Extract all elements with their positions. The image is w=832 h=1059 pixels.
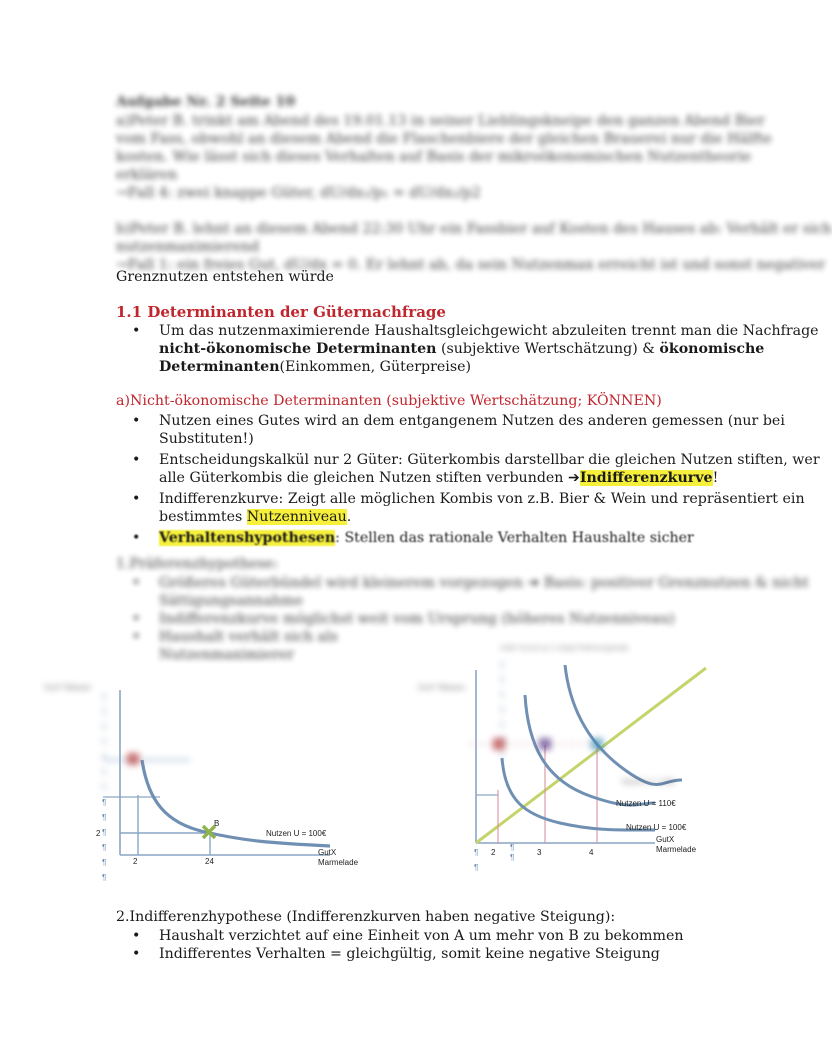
- task-b-line: nutzenmaximierend: [116, 239, 260, 255]
- svg-text:¶: ¶: [500, 706, 505, 715]
- task-a-line: vom Fass, obwohl an diesem Abend die Flaschenbiere der gleichen Brauerei nur die Hälfte: [116, 131, 772, 147]
- indifference-hypothesis-title: 2.Indifferenzhypothese (Indifferenzkurven haben negative Steigung):: [116, 909, 616, 925]
- bullet-item: • Haushalt verhält sich als Nutzenmaximierer: [132, 628, 809, 664]
- right-indifference-diagram: [418, 645, 706, 872]
- task-heading: Aufgabe Nr. 2 Seite 10: [116, 94, 296, 110]
- right-tick-x2: 3: [537, 848, 542, 857]
- bullet-text: (subjektive Wertschätzung) &: [436, 341, 660, 357]
- left-y-axis-label: [44, 683, 91, 692]
- bullet-text: Substituten!): [159, 431, 254, 447]
- svg-text:¶: ¶: [102, 738, 107, 747]
- right-top-note: [500, 645, 629, 652]
- subsection-title: a)Nicht-ökonomische Determinanten (subjektive Wertschätzung; KÖNNEN): [116, 393, 662, 409]
- right-y-axis-label: [418, 683, 465, 692]
- bold-term: ökonomische: [659, 341, 765, 357]
- left-curve-label: Nutzen U = 100€: [266, 829, 327, 838]
- left-indifference-diagram: [44, 683, 359, 882]
- svg-text:¶: ¶: [102, 768, 107, 777]
- bullet-item: • Größeres Güterbündel wird kleinerem vorgezogen ➔ Basis: positiver Grenznutzen & nicht Sättigungsannahme: [132, 574, 809, 610]
- bullet-text: .: [346, 509, 352, 525]
- highlight-term: Indifferenzkurve: [579, 470, 713, 486]
- arrow-icon: ➔: [567, 470, 580, 486]
- svg-text:Indiff.-Kurven je U steigt Prä: Indiff.-Kurven je U steigt Präferenzgerade: [500, 645, 629, 652]
- highlight-term: Nutzenniveau: [246, 509, 347, 525]
- right-tick-x1: 2: [491, 848, 496, 857]
- bullet-text: • Nutzen eines Gutes wird an dem entgangenem Nutzen des anderen gemessen (nur bei: [159, 413, 785, 429]
- svg-text:Nutzen U = 120€: Nutzen U = 120€: [622, 779, 675, 786]
- left-pilcrow-lower: [102, 798, 106, 882]
- svg-text:GutY Wasser: GutY Wasser: [418, 683, 466, 692]
- svg-text:¶: ¶: [500, 691, 505, 700]
- bullet-item: • Indifferenzkurve möglichst weit vom Ursprung (höheres Nutzenniveau): [132, 610, 809, 628]
- bullet-text: (Einkommen, Güterpreise): [279, 359, 472, 375]
- svg-text:¶: ¶: [510, 843, 515, 852]
- bullet-text: bestimmtes: [159, 509, 247, 525]
- hypothesis-title: 1.Präferenzhypothese:: [116, 556, 279, 572]
- left-tick-x2: 24: [205, 857, 214, 866]
- svg-text:¶: ¶: [102, 843, 107, 852]
- bullet-item: • Haushalt verzichtet auf eine Einheit von A um mehr von B zu bekommen: [132, 927, 684, 945]
- left-pilcrow-column: [102, 693, 106, 792]
- right-curve-top-label: [622, 779, 675, 786]
- bullet-text: alle Güterkombis die gleichen Nutzen stiften verbunden: [159, 470, 568, 486]
- left-blurred-marker: [104, 753, 190, 765]
- svg-text:¶: ¶: [474, 863, 479, 872]
- svg-text:¶: ¶: [500, 721, 505, 730]
- bullet-text: • Indifferenzkurve: Zeigt alle möglichen Kombis von z.B. Bier & Wein und repräsentiert ein: [159, 491, 805, 507]
- right-tick-x3: 4: [589, 848, 594, 857]
- svg-text:¶: ¶: [500, 751, 505, 760]
- right-curve-low-label: Nutzen U = 100€: [626, 823, 687, 832]
- visible-continuation-line: Grenznutzen entstehen würde: [116, 269, 334, 285]
- indifference-hypothesis-bullets: [132, 927, 684, 963]
- right-x-label-1: GutX: [656, 835, 675, 844]
- highlight-term: Verhaltenshypothesen: [159, 530, 336, 546]
- task-b-line: →Fall 1: ein freies Gut, dU/dx = 0. Er lehnt ab, da sein Nutzenmax erreicht ist und sonst negativer: [116, 257, 826, 273]
- bullet-text: !: [712, 470, 719, 486]
- task-a-line: a)Peter B. trinkt am Abend des 19.01.13 in seiner Lieblingskneipe den ganzen Abend Bier: [116, 113, 765, 129]
- svg-text:¶: ¶: [102, 723, 107, 732]
- bold-term: Determinanten: [159, 359, 280, 375]
- svg-text:¶: ¶: [102, 708, 107, 717]
- svg-text:¶: ¶: [510, 853, 515, 862]
- svg-text:¶: ¶: [102, 873, 107, 882]
- task-a-line: erklären: [116, 167, 178, 183]
- bold-term: nicht-ökonomische Determinanten: [159, 341, 437, 357]
- expansion-line: [476, 668, 706, 843]
- task-b-line: b)Peter B. lehnt an diesem Abend 22:30 Uhr ein Fassbier auf Kosten des Hauses ab: Verhält er sich: [116, 221, 832, 237]
- bullet-text: • Entscheidungskalkül nur 2 Güter: Güterkombis darstellbar die gleichen Nutzen stiften, wer: [159, 452, 820, 468]
- svg-text:¶: ¶: [500, 661, 505, 670]
- bullet-item: • Indifferentes Verhalten = gleichgültig, somit keine negative Steigung: [132, 945, 684, 963]
- svg-text:¶: ¶: [102, 798, 107, 807]
- bullet-text: : Stellen das rationale Verhalten Haushalte sicher: [335, 530, 694, 546]
- left-tick-x1: 2: [133, 857, 138, 866]
- left-tick-y: 2: [96, 829, 101, 838]
- task-a-line: kosten. Wie lässt sich dieses Verhalten auf Basis der mikroökonomischen Nutzentheorie: [116, 149, 752, 165]
- section-title: 1.1 Determinanten der Güternachfrage: [116, 303, 446, 321]
- bullet-text: • Um das nutzenmaximierende Haushaltsgleichgewicht abzuleiten trennt man die Nachfrage: [159, 323, 819, 339]
- right-curve-mid-label: Nutzen U = 110€: [616, 799, 676, 808]
- left-x-label-1: GutX: [318, 848, 337, 857]
- svg-text:¶: ¶: [102, 813, 107, 822]
- svg-text:¶: ¶: [102, 858, 107, 867]
- svg-text:¶: ¶: [500, 676, 505, 685]
- svg-text:¶: ¶: [102, 828, 107, 837]
- svg-text:¶: ¶: [102, 693, 107, 702]
- svg-text:¶: ¶: [474, 848, 479, 857]
- right-x-label-2: Marmelade: [656, 845, 697, 854]
- task-a-line: →Fall 4: zwei knappe Güter, dU/dx₁/p₁ = dU/dx₂/p2: [116, 185, 481, 201]
- right-curve-low: [502, 758, 655, 830]
- right-curve-top: [565, 665, 682, 784]
- svg-text:GutY Wasser: GutY Wasser: [44, 683, 92, 692]
- point-b-label: B: [214, 819, 220, 828]
- svg-text:¶: ¶: [102, 783, 107, 792]
- svg-text:¶: ¶: [102, 753, 107, 762]
- left-x-label-2: Marmelade: [318, 858, 359, 867]
